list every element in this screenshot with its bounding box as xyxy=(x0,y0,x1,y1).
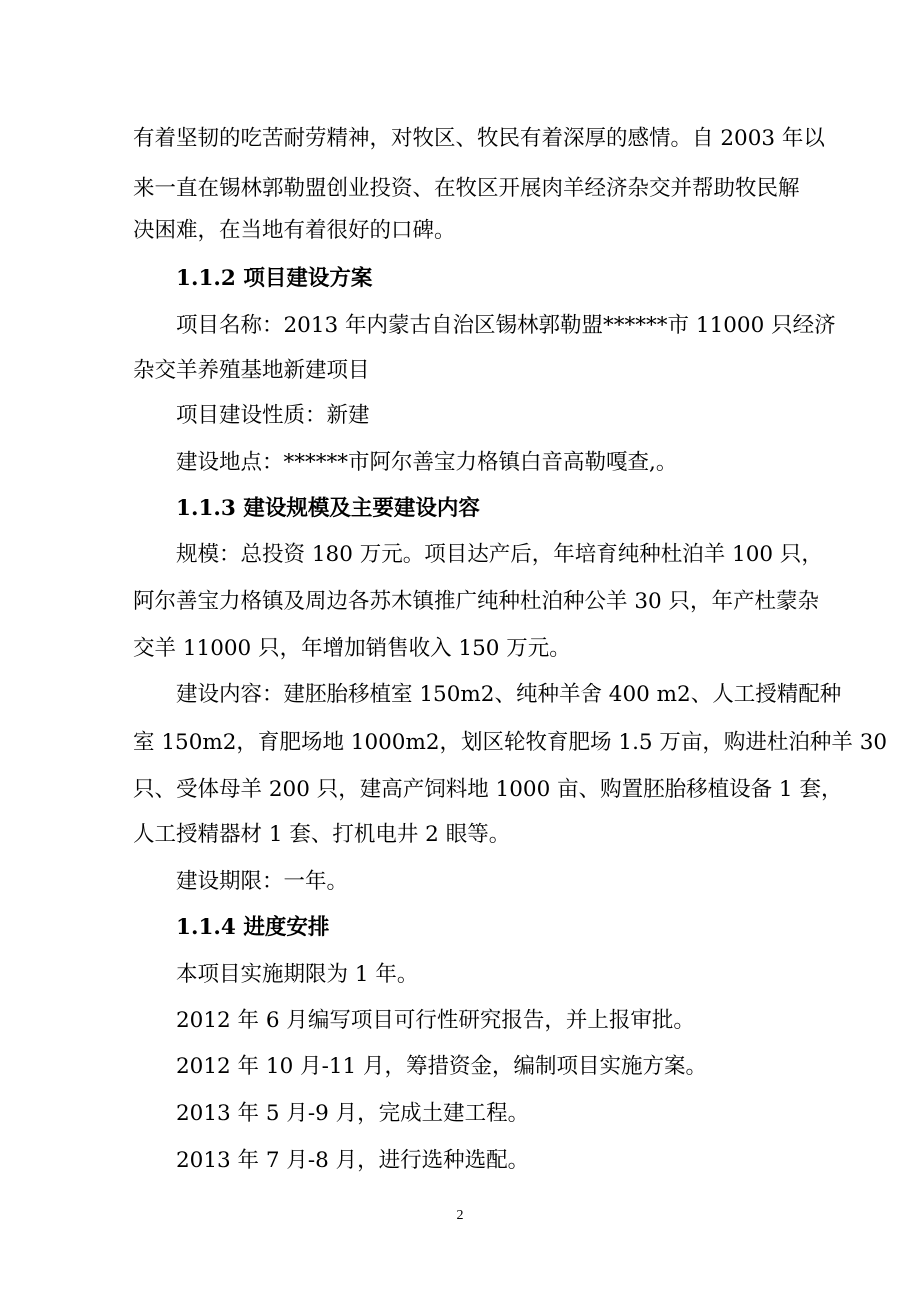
body-line: 2012 年 6 月编写项目可行性研究报告，并上报审批。 xyxy=(176,1008,695,1033)
body-line: 有着坚韧的吃苦耐劳精神，对牧区、牧民有着深厚的感情。自 2003 年以 xyxy=(133,126,825,151)
body-line: 建设内容：建胚胎移植室 150m2、纯种羊舍 400 m2、人工授精配种 xyxy=(176,682,842,707)
body-line: 人工授精器材 1 套、打机电井 2 眼等。 xyxy=(133,822,511,847)
page-number: 2 xyxy=(456,1208,464,1223)
body-line: 项目建设性质：新建 xyxy=(176,403,370,428)
body-line: 建设期限：一年。 xyxy=(176,869,349,894)
body-line: 本项目实施期限为 1 年。 xyxy=(176,962,419,987)
body-line: 规模：总投资 180 万元。项目达产后，年培育纯种杜泊羊 100 只， xyxy=(176,542,823,567)
body-line: 阿尔善宝力格镇及周边各苏木镇推广纯种杜泊种公羊 30 只，年产杜蒙杂 xyxy=(133,589,820,614)
body-line: 建设地点：******市阿尔善宝力格镇白音高勒嘎查,。 xyxy=(176,450,678,475)
section-heading: 1.1.2 项目建设方案 xyxy=(176,266,373,291)
body-line: 2013 年 7 月-8 月，进行选种选配。 xyxy=(176,1148,530,1173)
body-line: 项目名称：2013 年内蒙古自治区锡林郭勒盟******市 11000 只经济 xyxy=(176,313,836,338)
body-line: 只、受体母羊 200 只，建高产饲料地 1000 亩、购置胚胎移植设备 1 套， xyxy=(133,777,843,802)
body-line: 杂交羊养殖基地新建项目 xyxy=(133,358,370,383)
section-heading: 1.1.4 进度安排 xyxy=(176,915,330,940)
body-line: 决困难，在当地有着很好的口碑。 xyxy=(133,218,456,243)
body-line: 交羊 11000 只，年增加销售收入 150 万元。 xyxy=(133,636,571,661)
body-line: 2013 年 5 月-9 月，完成土建工程。 xyxy=(176,1101,530,1126)
body-line: 室 150m2，育肥场地 1000m2，划区轮牧育肥场 1.5 万亩，购进杜泊种羊 30 xyxy=(133,730,888,755)
body-line: 来一直在锡林郭勒盟创业投资、在牧区开展肉羊经济杂交并帮助牧民解 xyxy=(133,176,800,201)
section-heading: 1.1.3 建设规模及主要建设内容 xyxy=(176,496,480,521)
body-line: 2012 年 10 月-11 月，筹措资金，编制项目实施方案。 xyxy=(176,1054,708,1079)
